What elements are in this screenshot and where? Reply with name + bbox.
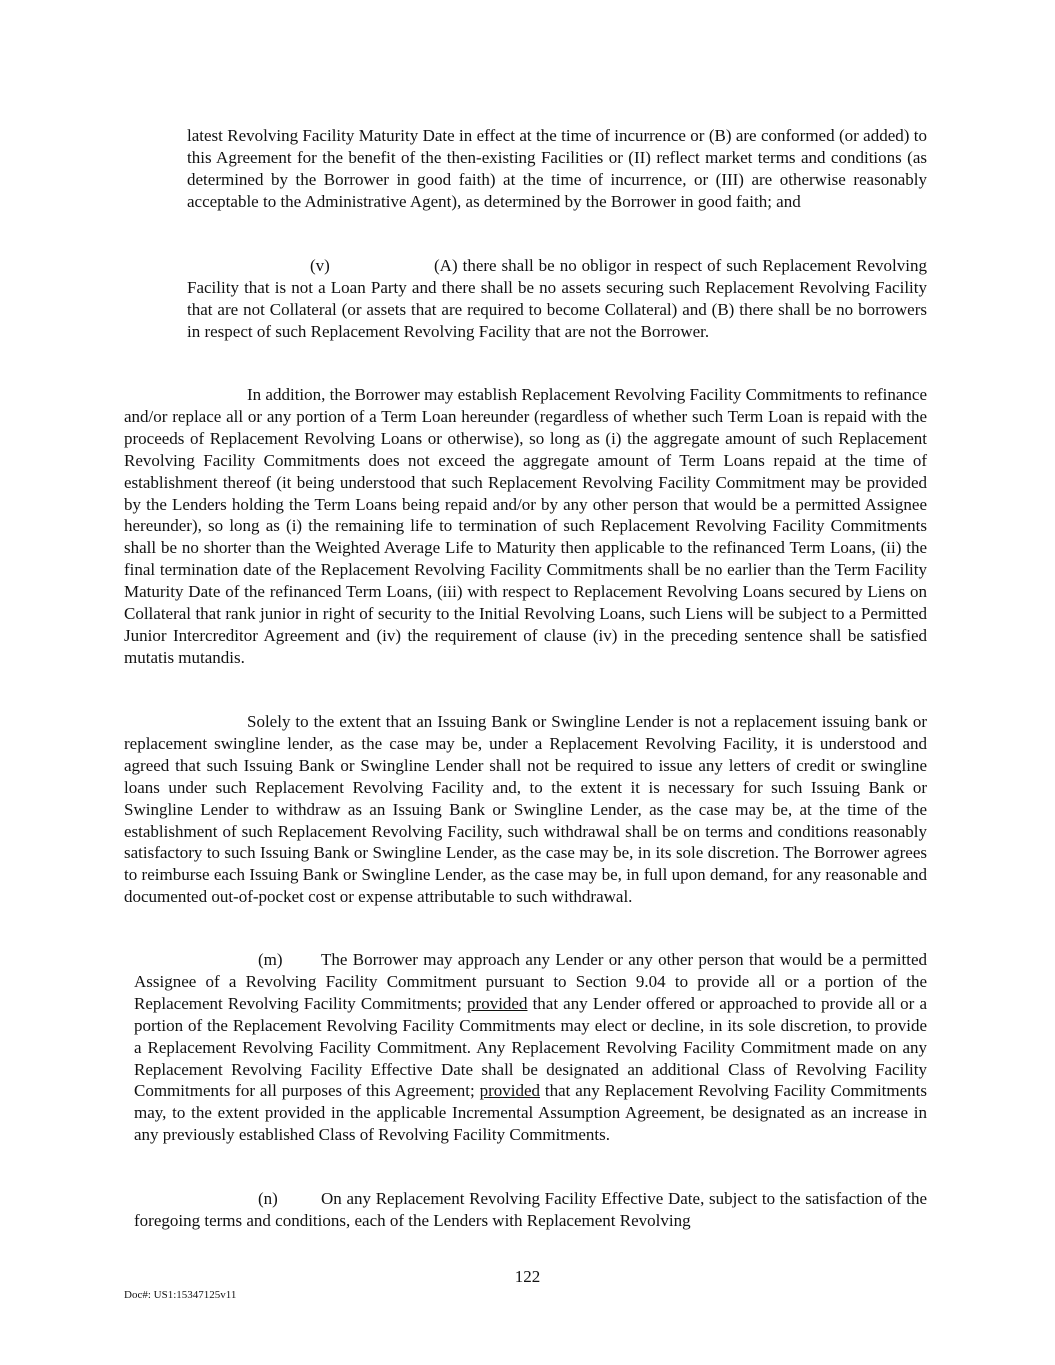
clause-number: (m) (258, 950, 283, 969)
clause-v (187, 255, 927, 343)
clause-text: On any Replacement Revolving Facility Effective Date, subject to the satisfaction of the foregoing terms and conditions, each of the Lenders with Replacement Revolving (134, 1189, 927, 1230)
clause-text-2: that any Lender offered or approached to provide all or a portion of the Replacement Revolving Facility Commitments may elect or decline, in its sole discretion, to provide a Replacement Revolving Facility Commitment. Any Replacement Revolving Facility Commitment made on any Replacement Revolving Facility Effective Date shall be designated an additional Class of Revolving Facility Commitments for all purposes of this Agreement; (134, 993, 928, 1101)
clause-text-3: that any Replacement Revolving Facility Commitments may, to the extent provided in the applicable Incremental Assumption Agreement, be designated as an increase in any previously established Class of Revolving Facility Commitments. (134, 1081, 927, 1145)
clause-n (134, 1188, 927, 1232)
clause-m (134, 949, 927, 1146)
clause-text: (A) there shall be no obligor in respect of such Replacement Revolving Facility that is not a Loan Party and there shall be no assets securing such Replacement Revolving Facility that are not Collateral (or assets that are required to become Collateral) and (B) there shall be no borrowers in respect of such Replacement Revolving Facility that are not the Borrower. (187, 256, 927, 341)
clause-number: (v) (310, 256, 330, 275)
paragraph-continuation: latest Revolving Facility Maturity Date in effect at the time of incurrence or (B) are conformed (or added) to this Agreement for the benefit of the then-existing Facilities or (II) reflect market terms and conditions (as determined by the Borrower in good faith) at the time of incurrence, or (III) are otherwise reasonably acceptable to the Administrative Agent), as determined by the Borrower in good faith; and (187, 126, 927, 211)
clause-text-1: The Borrower may approach any Lender or any other person that would be a permitted Assignee of a Revolving Facility Commitment pursuant to Section 9.04 to provide all or a portion of the Replacement Revolving Facility Commitments; (134, 950, 927, 1013)
clause-number: (n) (258, 1189, 278, 1208)
paragraph-in-addition: In addition, the Borrower may establish Replacement Revolving Facility Commitments to refinance and/or replace all or any portion of a Term Loan hereunder (regardless of whether such Term Loan is repaid with the proceeds of Replacement Revolving Loans or otherwise), so long as (i) the aggregate amount of such Replacement Revolving Facility Commitments does not exceed the aggregate amount of Term Loans repaid at the time of establishment thereof (it being understood that such Replacement Revolving Facility Commitment may be provided by the Lenders holding the Term Loans being repaid and/or by any other person that would be a permitted Assignee hereunder), so long as (i) the remaining life to termination of such Replacement Revolving Facility Commitments shall be no shorter than the Weighted Average Life to Maturity then applicable to the refinanced Term Loans, (ii) the final termination date of the Replacement Revolving Facility Commitments shall be no earlier than the Term Facility Maturity Date of the refinanced Term Loans, (iii) with respect to Replacement Revolving Loans secured by Liens on Collateral that rank junior in right of security to the Initial Revolving Loans, such Liens will be subject to a Permitted Junior Intercreditor Agreement and (iv) the requirement of clause (iv) in the preceding sentence shall be satisfied mutatis mutandis. (124, 385, 927, 667)
page-number: 122 (514, 1267, 541, 1286)
provided-underlined: provided (479, 1081, 541, 1101)
provided-underlined: provided (467, 993, 528, 1013)
paragraph-solely: Solely to the extent that an Issuing Bank or Swingline Lender is not a replacement issuing bank or replacement swingline lender, as the case may be, under a Replacement Revolving Facility, it is understood and agreed that such Issuing Bank or Swingline Lender shall not be required to issue any letters of credit or swingline loans under such Replacement Revolving Facility and, to the extent it is necessary for such Issuing Bank or Swingline Lender to withdraw as an Issuing Bank or Swingline Lender, as the case may be, at the time of the establishment of such Replacement Revolving Facility, such withdrawal shall be on terms and conditions reasonably satisfactory to such Issuing Bank or Swingline Lender, as the case may be, in its sole discretion. The Borrower agrees to reimburse each Issuing Bank or Swingline Lender, as the case may be, in full upon demand, for any reasonable and documented out-of-pocket cost or expense attributable to such withdrawal. (124, 712, 927, 907)
document-id: Doc#: US1:15347125v11 (124, 1289, 237, 1301)
